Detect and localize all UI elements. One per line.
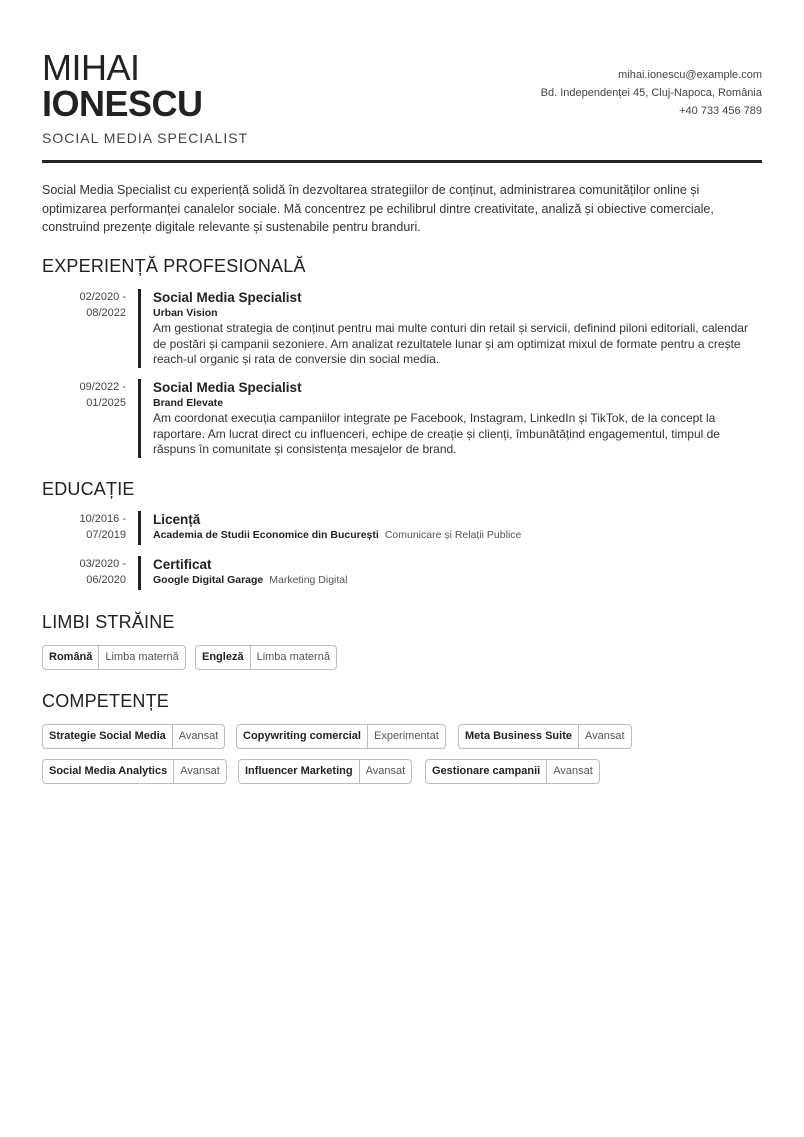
- skill-level: Avansat: [584, 730, 625, 742]
- skill-level: Avansat: [365, 765, 406, 777]
- entry-body: [153, 511, 753, 543]
- skill-tag: [236, 724, 446, 749]
- skill-tag: [42, 724, 225, 749]
- date-end: 01/2025: [86, 397, 126, 409]
- entry-body: [153, 556, 753, 588]
- experience-entry: [42, 379, 762, 459]
- timeline-bar: [138, 289, 141, 368]
- language-name: Engleză: [196, 646, 251, 669]
- job-title: Social Media Specialist: [153, 290, 302, 305]
- contact-phone: +40 733 456 789: [679, 105, 762, 117]
- skill-name: Copywriting comercial: [237, 725, 368, 748]
- skill-name: Influencer Marketing: [239, 760, 360, 783]
- skill-name: Gestionare campanii: [426, 760, 547, 783]
- skill-level: Experimentat: [373, 730, 439, 742]
- section-title-experience: EXPERIENȚĂ PROFESIONALĂ: [42, 256, 306, 276]
- timeline-bar: [138, 556, 141, 590]
- language-tag: [42, 645, 186, 670]
- resume-header: [42, 47, 762, 148]
- institution-line: [153, 573, 753, 588]
- skill-name: Social Media Analytics: [43, 760, 174, 783]
- skill-tag: [458, 724, 632, 749]
- skill-tag: [425, 759, 600, 784]
- section-title-skills: COMPETENȚE: [42, 691, 170, 711]
- degree-title: Certificat: [153, 557, 212, 572]
- field-of-study: Marketing Digital: [269, 574, 348, 586]
- education-entry: [42, 511, 762, 545]
- section-title-languages: LIMBI STRĂINE: [42, 612, 175, 632]
- first-name: MIHAI: [42, 47, 140, 88]
- job-role: SOCIAL MEDIA SPECIALIST: [42, 130, 249, 146]
- entry-dates: [42, 379, 126, 411]
- entry-dates: [42, 289, 126, 321]
- skill-level: Avansat: [553, 765, 593, 777]
- language-tag: [195, 645, 337, 670]
- entry-dates: [42, 556, 126, 588]
- institution-name: Google Digital Garage: [153, 574, 264, 586]
- skill-tag: [42, 759, 227, 784]
- last-name: IONESCU: [42, 83, 203, 124]
- skill-tag: [238, 759, 412, 784]
- timeline-bar: [138, 379, 141, 458]
- language-level: Limba maternă: [256, 651, 330, 663]
- skill-name: Strategie Social Media: [43, 725, 173, 748]
- job-title: Social Media Specialist: [153, 380, 302, 395]
- skill-name: Meta Business Suite: [459, 725, 579, 748]
- entry-dates: [42, 511, 126, 543]
- date-end: 08/2022: [86, 307, 126, 319]
- date-start: 02/2020 -: [79, 291, 126, 303]
- date-start: 10/2016 -: [79, 513, 126, 525]
- degree-title: Licență: [153, 512, 201, 527]
- date-start: 09/2022 -: [79, 381, 126, 393]
- company-name: Urban Vision: [153, 307, 218, 319]
- entry-body: [153, 289, 753, 368]
- skill-level: Avansat: [178, 730, 219, 742]
- job-description: Am gestionat strategia de conținut pentru mai multe conturi din retail și servicii, definind piloni editoriali, calendar de postări și campanii sezoniere. Am analizat rezultatele lunar și am optimizat mixul de formate pentru a crește reach-ul organic și rata de conversie din social media.: [153, 321, 748, 366]
- date-end: 07/2019: [86, 529, 126, 541]
- job-description: Am coordonat execuția campaniilor integrate pe Facebook, Instagram, LinkedIn și TikTok, de la concept la raportare. Am lucrat direct cu influenceri, echipe de creație și clienți, îmbunătățind engagementul, timpul de răspuns în comunitate și consistența mesajelor de brand.: [153, 411, 720, 456]
- experience-entry: [42, 289, 762, 369]
- entry-body: [153, 379, 753, 458]
- date-end: 06/2020: [86, 574, 126, 586]
- profile-summary: Social Media Specialist cu experiență solidă în dezvoltarea strategiilor de conținut, administrarea comunităților online și optimizarea performanței canalelor sociale. Mă concentrez pe echilibrul dintre creativitate, analiză și obiective comerciale, construind prezențe digitale relevante și sustenabile pentru branduri.: [42, 183, 714, 234]
- section-title-education: EDUCAȚIE: [42, 479, 135, 499]
- institution-name: Academia de Studii Economice din București: [153, 529, 379, 541]
- institution-line: [153, 528, 753, 543]
- contact-info: [541, 66, 762, 120]
- field-of-study: Comunicare și Relații Publice: [384, 529, 522, 541]
- language-level: Limba maternă: [105, 651, 179, 663]
- company-name: Brand Elevate: [153, 397, 224, 409]
- header-divider: [42, 160, 762, 163]
- date-start: 03/2020 -: [79, 558, 126, 570]
- contact-address: Bd. Independenței 45, Cluj-Napoca, România: [540, 87, 762, 99]
- language-name: Română: [43, 646, 99, 669]
- contact-email: mihai.ionescu@example.com: [618, 69, 762, 81]
- skill-level: Avansat: [180, 765, 220, 777]
- education-entry: [42, 556, 762, 590]
- timeline-bar: [138, 511, 141, 545]
